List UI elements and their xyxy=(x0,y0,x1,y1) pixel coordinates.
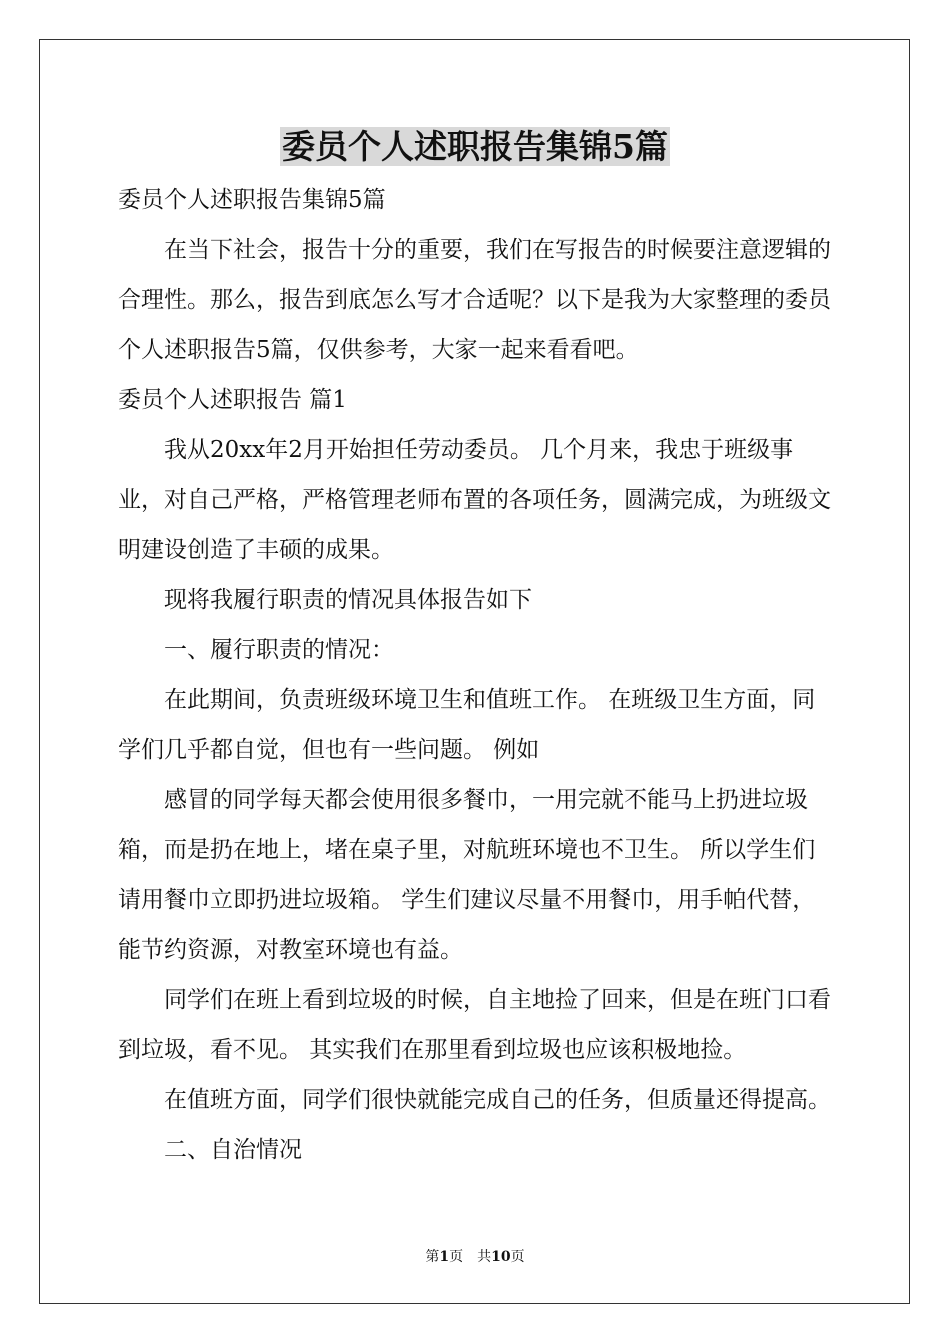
paragraph: 现将我履行职责的情况具体报告如下 xyxy=(164,587,532,613)
document-title-text: 委员个人述职报告集锦5篇 xyxy=(282,127,668,166)
page-current: 1 xyxy=(439,1249,450,1265)
page-suffix: 页 xyxy=(510,1249,525,1265)
document-body xyxy=(118,175,838,1175)
paragraph: 在此期间，负责班级环境卫生和值班工作。 在班级卫生方面，同学们几乎都自觉，但也有一些问题。 例如 xyxy=(118,687,816,763)
page-prefix: 第 xyxy=(425,1249,440,1265)
paragraph: 二、自治情况 xyxy=(164,1137,302,1163)
page-footer xyxy=(0,1247,950,1267)
page-mid: 页 共 xyxy=(449,1249,492,1265)
paragraph: 一、履行职责的情况： xyxy=(164,637,394,663)
paragraph: 感冒的同学每天都会使用很多餐巾，一用完就不能马上扔进垃圾箱，而是扔在地上，堵在桌子里，对航班环境也不卫生。 所以学生们请用餐巾立即扔进垃圾箱。 学生们建议尽量不用餐巾，用手帕代替，能节约资源，对教室环境也有益。 xyxy=(118,787,816,963)
paragraph: 在值班方面，同学们很快就能完成自己的任务，但质量还得提高。 xyxy=(164,1087,831,1113)
paragraph: 委员个人述职报告集锦5篇 xyxy=(118,187,386,213)
paragraph: 在当下社会，报告十分的重要，我们在写报告的时候要注意逻辑的合理性。那么，报告到底怎么写才合适呢？以下是我为大家整理的委员个人述职报告5篇，仅供参考，大家一起来看看吧。 xyxy=(118,237,831,363)
paragraph: 同学们在班上看到垃圾的时候，自主地捡了回来，但是在班门口看到垃圾，看不见。 其实我们在那里看到垃圾也应该积极地捡。 xyxy=(118,987,831,1063)
page-total: 10 xyxy=(491,1249,511,1265)
paragraph: 我从20xx年2月开始担任劳动委员。 几个月来，我忠于班级事业，对自己严格，严格管理老师布置的各项任务，圆满完成，为班级文明建设创造了丰硕的成果。 xyxy=(118,437,831,563)
document-title xyxy=(0,125,950,169)
section-heading: 委员个人述职报告 篇1 xyxy=(118,387,347,413)
